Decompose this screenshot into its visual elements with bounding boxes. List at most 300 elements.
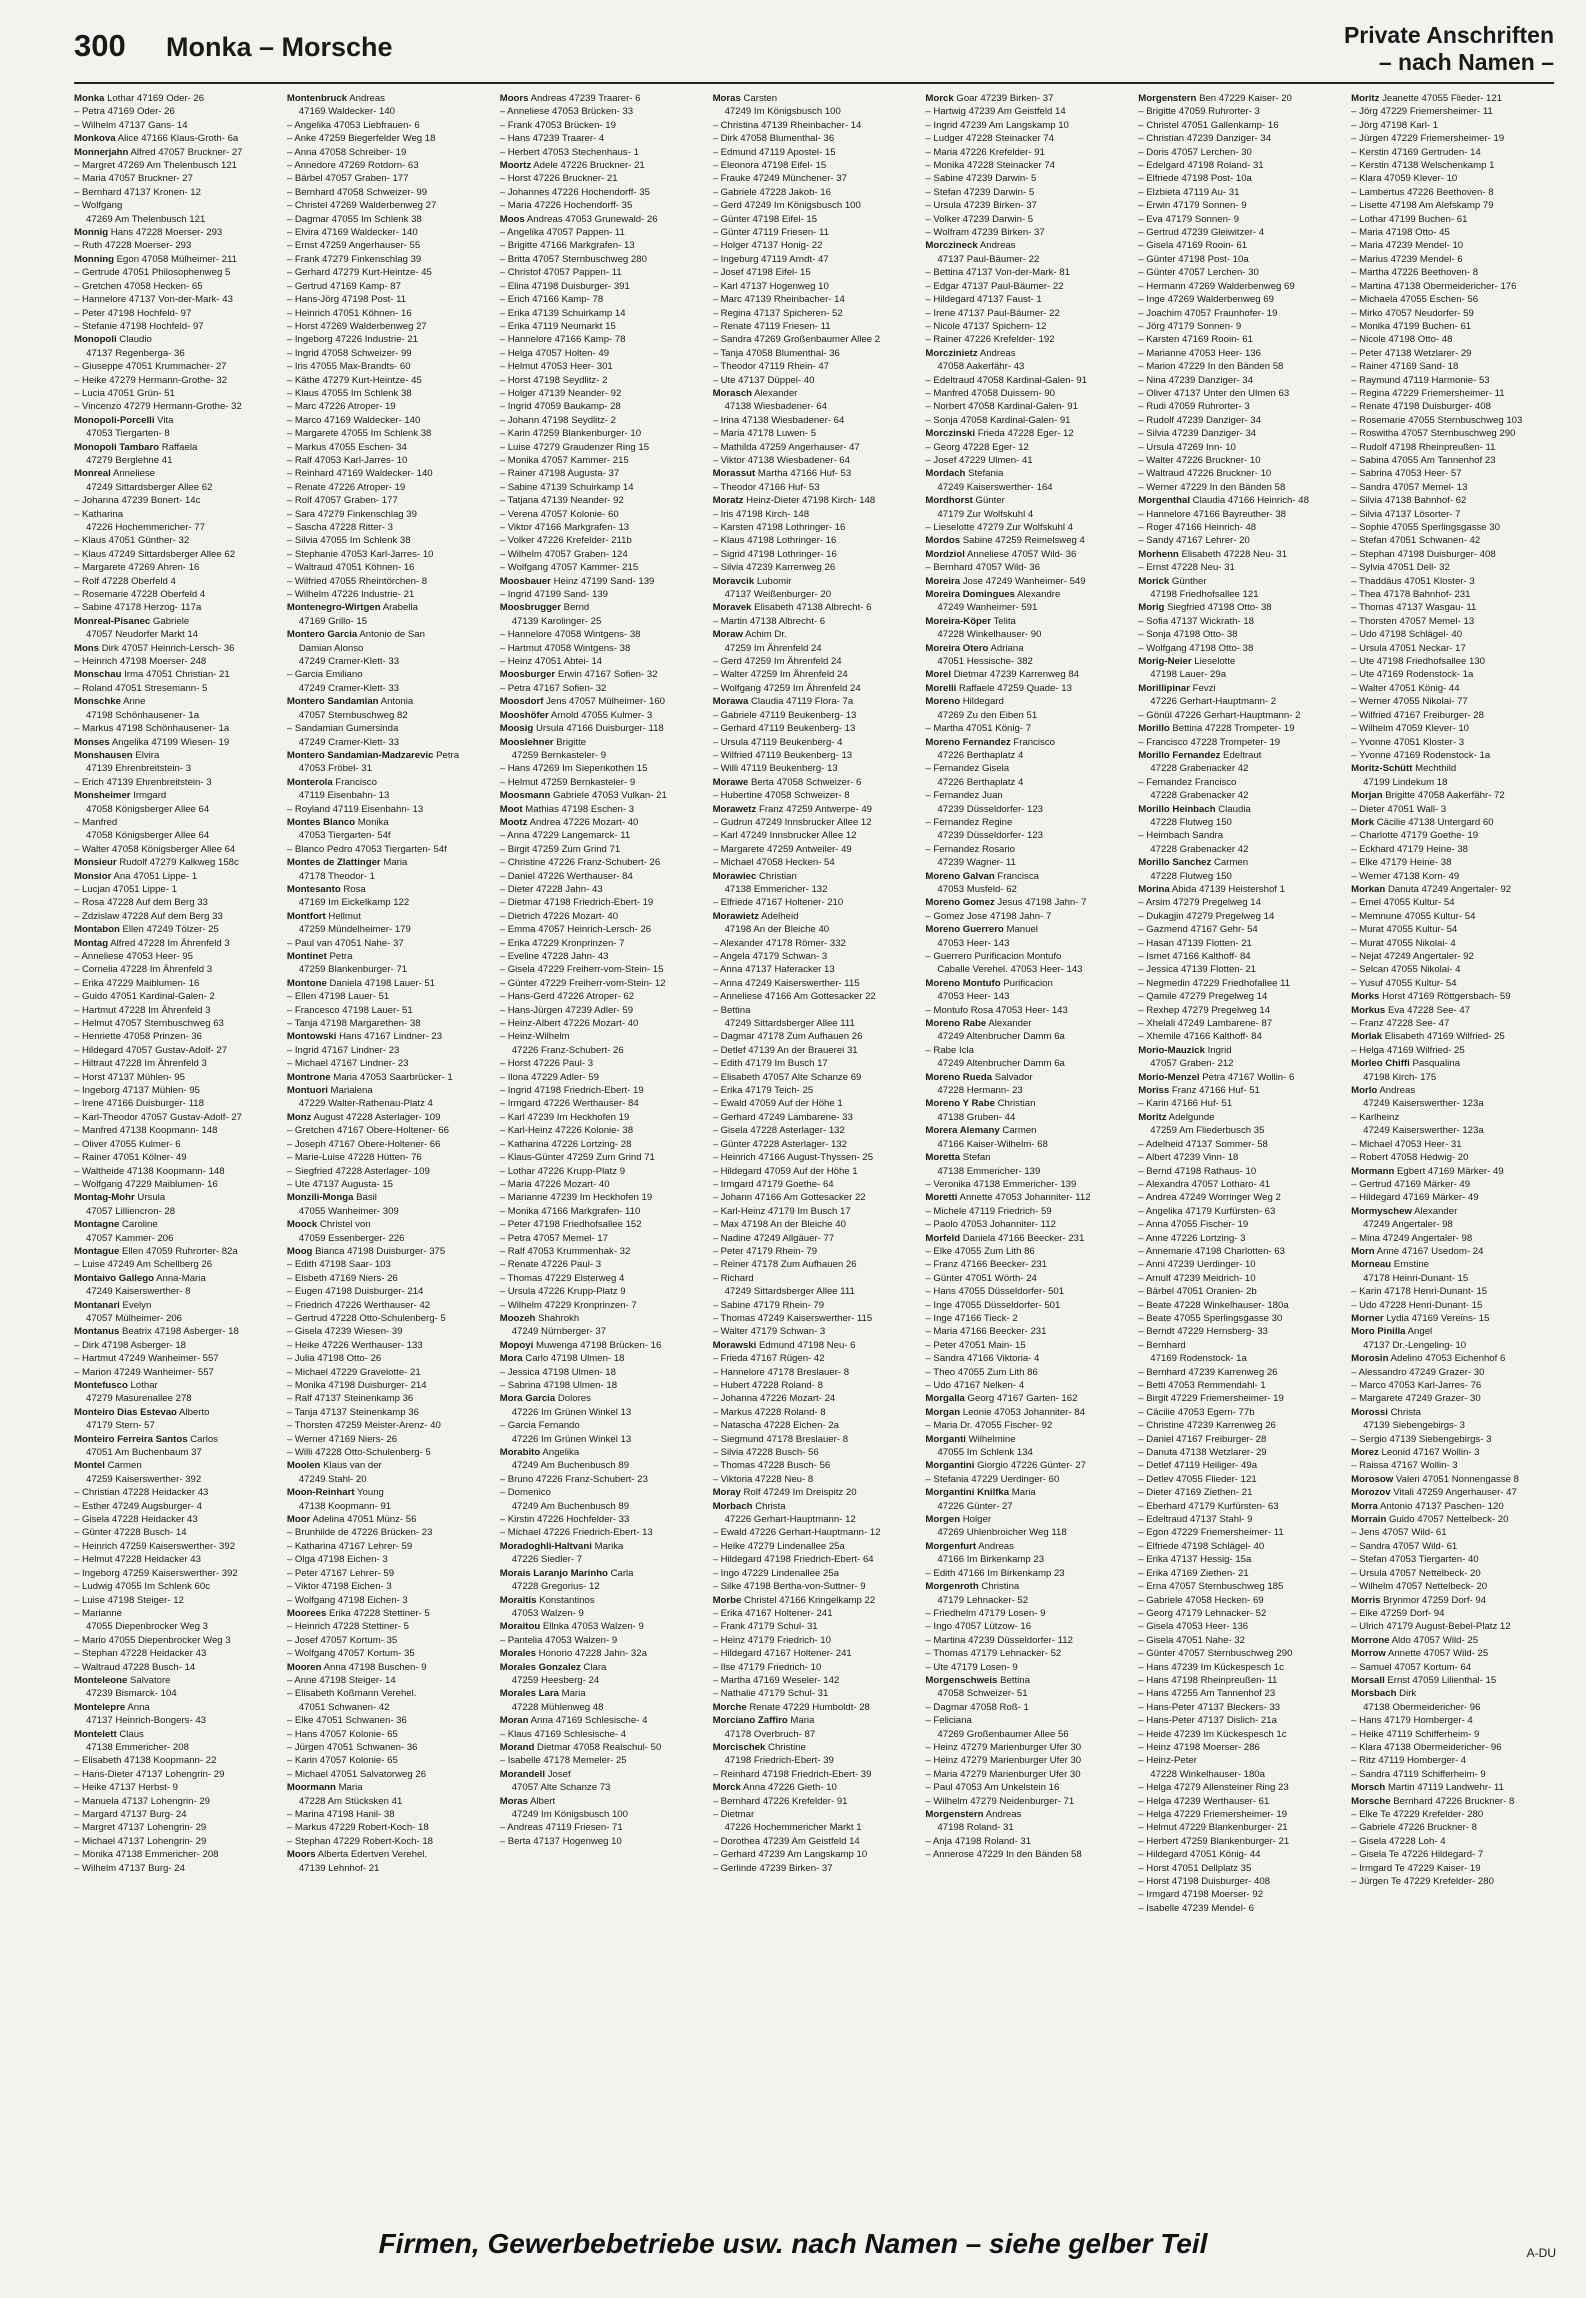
listing-entry (925, 829, 1128, 842)
listing-details: – Hubertine 47058 Schweizer- 8 (712, 790, 850, 802)
listing-details: – Karin 47057 Kolonie- 65 (286, 1755, 398, 1767)
listing-details: – Hermann 47269 Walderbenweg 69 (1138, 280, 1295, 292)
listing-details: – Montufo Rosa 47053 Heer- 143 (925, 1004, 1068, 1016)
listing-entry (713, 132, 916, 145)
listing-entry (1351, 1835, 1554, 1848)
listing-details: – Margarete 47259 Antweiler- 49 (712, 843, 852, 855)
listing-details: – Marina 47198 Hanil- 38 (286, 1809, 395, 1820)
listing-surname: Moortz (499, 160, 532, 172)
listing-surname: Morsch (1351, 1782, 1386, 1794)
listing-details: – Elisabeth 47057 Alte Schanze 69 (712, 1071, 862, 1083)
listing-details: 47259 Am Fliederbusch 35 (1150, 1125, 1265, 1137)
listing-entry (287, 1245, 490, 1258)
listing-entry (1138, 374, 1341, 387)
header-rule (74, 82, 1554, 84)
listing-details: – Sabrina 47198 Ulmen- 18 (499, 1380, 618, 1391)
listing-details: Frieda 47228 Eger- 12 (977, 428, 1074, 440)
listing-details: – Edelgard 47198 Roland- 31 (1138, 160, 1264, 172)
listing-entry (713, 1580, 916, 1593)
listing-details: – Vincenzo 47279 Hermann-Grothe- 32 (74, 401, 242, 413)
listing-entry (500, 628, 703, 641)
listing-surname: Morgenschweis (925, 1674, 998, 1686)
listing-details: Alfred 47057 Bruckner- 27 (130, 146, 243, 158)
listing-details: – Ernst 47228 Neu- 31 (1138, 562, 1235, 574)
listing-entry (713, 374, 916, 387)
listing-details: 47249 Nürnberger- 37 (511, 1326, 607, 1338)
listing-entry (713, 1392, 916, 1405)
listing-entry (1351, 146, 1554, 159)
listing-details: – Stefania 47229 Uerdinger- 60 (925, 1473, 1060, 1485)
listing-surname: Morozov (1351, 1487, 1391, 1499)
listing-details: – Wolfgang 47198 Eichen- 3 (286, 1594, 408, 1606)
listing-entry (1138, 816, 1341, 829)
listing-details: – Gazmend 47167 Gehr- 54 (1138, 924, 1258, 936)
listing-entry (1138, 508, 1341, 521)
listing-entry (1138, 1580, 1341, 1593)
listing-details: – Dirk 47198 Asberger- 18 (74, 1339, 186, 1351)
listing-entry (713, 481, 916, 494)
listing-details: – Erika 47169 Ziethen- 21 (1138, 1567, 1249, 1579)
listing-details: – Nicole 47137 Spichern- 12 (925, 320, 1047, 332)
listing-entry (287, 1191, 490, 1204)
listing-details: Adriana (990, 642, 1024, 654)
listing-entry (1351, 1714, 1554, 1727)
listing-details: – Stefan 47053 Tiergarten- 40 (1351, 1554, 1479, 1566)
listing-details: – Karlheinz (1351, 1111, 1400, 1123)
listing-details: – Christian 47239 Danziger- 34 (1138, 133, 1272, 145)
listing-details: – Elisabeth Koßmann Verehel. (286, 1688, 417, 1700)
listing-details: Hildegard (962, 696, 1004, 708)
listing-entry (925, 736, 1128, 749)
listing-entry (925, 494, 1128, 507)
listing-entry (74, 239, 277, 252)
listing-details: – Elke 47259 Dorf- 94 (1351, 1607, 1445, 1619)
listing-entry (713, 307, 916, 320)
listing-details: – Walter 47226 Bruckner- 10 (1138, 454, 1261, 466)
listing-entry (925, 548, 1128, 561)
listing-details: Leonid 47167 Wollin- 3 (1381, 1447, 1480, 1459)
listing-details: – Bettina 47137 Von-der-Mark- 81 (925, 267, 1070, 279)
listing-entry (713, 454, 916, 467)
listing-entry (713, 749, 916, 762)
listing-details: – Ellen 47198 Lauer- 51 (286, 991, 390, 1003)
listing-details: Bettina 47228 Trompeter- 19 (1172, 723, 1295, 735)
listing-details: – Reiner 47178 Zum Aufhauen 26 (712, 1259, 857, 1271)
listing-details: – Thomas 47179 Lehnacker- 52 (925, 1648, 1062, 1660)
listing-entry (287, 186, 490, 199)
listing-entry (500, 856, 703, 869)
listing-entry (713, 494, 916, 507)
listing-details: – Johannes 47226 Hochendorff- 35 (499, 186, 650, 198)
listing-details: – Joachim 47057 Fraunhofer- 19 (1138, 307, 1278, 319)
listing-entry (1138, 1111, 1341, 1124)
listing-details: Carmen (1213, 857, 1249, 869)
listing-details: Rolf 47249 Im Dreispitz 20 (743, 1487, 857, 1499)
listing-entry (925, 816, 1128, 829)
listing-surname: Moran (499, 1715, 529, 1727)
listing-entry (74, 1500, 277, 1513)
listing-entry (925, 481, 1128, 494)
listing-entry (287, 1821, 490, 1834)
listing-details: – Birgit 47259 Zum Grind 71 (499, 843, 621, 855)
listing-entry (74, 642, 277, 655)
listing-details: – Fernandez Francisco (1138, 776, 1237, 788)
listing-details: Angelika (542, 1447, 580, 1459)
listing-entry (287, 454, 490, 467)
listing-entry (287, 1754, 490, 1767)
listing-entry (500, 414, 703, 427)
listing-details: Adele 47226 Bruckner- 21 (533, 160, 645, 172)
listing-entry (74, 1325, 277, 1338)
listing-entry (925, 1781, 1128, 1794)
listing-entry (1351, 119, 1554, 132)
listing-entry (1138, 803, 1341, 816)
listing-entry (1351, 333, 1554, 346)
listing-entry (925, 1808, 1128, 1821)
listing-details: – Josef 47229 Ulmen- 41 (925, 454, 1033, 466)
listing-details: – Isabelle 47239 Mendel- 6 (1138, 1902, 1255, 1914)
listing-surname: Moreno Rabe (925, 1018, 987, 1030)
listing-entry (925, 1848, 1128, 1861)
listing-entry (925, 534, 1128, 547)
listing-details: Evelyn (122, 1299, 152, 1311)
listing-details: – Klara 47138 Obermeidericher- 96 (1351, 1741, 1502, 1753)
listing-details: – Bernhard 47239 Karrenweg 26 (1138, 1366, 1278, 1378)
listing-details: – Margret 47269 Am Thelenbusch 121 (74, 160, 238, 172)
listing-entry (287, 816, 490, 829)
listing-details: – Silvia 47228 Busch- 56 (712, 1447, 819, 1459)
listing-surname: Morales Gonzalez (499, 1661, 581, 1673)
listing-surname: Monnig (74, 227, 109, 239)
listing-entry (1138, 1620, 1341, 1633)
listing-details: – Albert 47239 Vinn- 18 (1138, 1152, 1239, 1164)
listing-surname: Moritz-Schütt (1351, 763, 1413, 775)
listing-entry (1351, 387, 1554, 400)
listing-details: – Maria 47057 Bruckner- 27 (74, 173, 193, 185)
listing-entry (287, 803, 490, 816)
listing-details: – Heike 47119 Schifferheim- 9 (1351, 1728, 1480, 1740)
listing-entry (1138, 1500, 1341, 1513)
listing-entry (1138, 347, 1341, 360)
listing-surname: Montes de Zlattinger (286, 857, 381, 869)
listing-surname: Mork (1351, 816, 1375, 828)
listing-details: Egbert 47169 Märker- 49 (1396, 1165, 1504, 1177)
listing-entry (287, 1178, 490, 1191)
listing-details: – Günter 47057 Lerchen- 30 (1138, 267, 1259, 279)
listing-details: 47228 Flutweg 150 (1150, 816, 1232, 828)
listing-entry (500, 1486, 703, 1499)
listing-entry (925, 709, 1128, 722)
listing-entry (500, 870, 703, 883)
listing-details: Alexandre (1017, 589, 1061, 601)
listing-details: Ellen 47249 Tölzer- 25 (122, 924, 219, 936)
listing-entry (287, 333, 490, 346)
listing-surname: Morgalla (925, 1393, 965, 1405)
listing-surname: Morgantini (925, 1460, 975, 1472)
listing-details: – Waltheide 47138 Koopmann- 148 (74, 1165, 225, 1177)
listing-entry (74, 1526, 277, 1539)
listing-entry (500, 1728, 703, 1741)
listing-entry (925, 910, 1128, 923)
listing-entry (287, 963, 490, 976)
listing-details: – Margarete 47269 Ahren- 16 (74, 562, 200, 574)
listing-details: – Erika 47179 Teich- 25 (712, 1085, 814, 1097)
listing-details: – Josef 47057 Kortum- 35 (286, 1634, 398, 1646)
listing-details: 47138 Emmericher- 208 (86, 1741, 189, 1753)
listing-details: – Gisela 47053 Heer- 136 (1138, 1621, 1249, 1633)
listing-details: – Marc 47139 Rheinbacher- 14 (712, 294, 845, 306)
listing-details: – Silvia 47137 Lösorter- 7 (1351, 508, 1461, 520)
listing-entry (287, 1071, 490, 1084)
listing-details: – Sonja 47198 Otto- 38 (1138, 629, 1238, 641)
listing-details: – Dieter 47228 Jahn- 43 (499, 883, 603, 895)
listing-entry (1351, 1795, 1554, 1808)
listing-details: – Heinz-Peter (1138, 1755, 1197, 1767)
listing-entry (500, 226, 703, 239)
listing-surname: Moos (499, 213, 525, 225)
listing-entry (925, 1165, 1128, 1178)
listing-details: – Xhemile 47166 Kalthoff- 84 (1138, 1031, 1262, 1043)
listing-details: – Berta 47137 Hogenweg 10 (499, 1835, 622, 1847)
listing-details: 47249 Stahl- 20 (298, 1473, 367, 1485)
listing-details: – Elisabeth 47138 Koopmann- 22 (74, 1755, 217, 1767)
listing-entry (74, 1862, 277, 1875)
listing-entry (1351, 1232, 1554, 1245)
listing-entry (74, 1768, 277, 1781)
listing-surname: Montag (74, 937, 109, 949)
listing-entry (713, 1406, 916, 1419)
listing-details: 47228 Flutweg 150 (1150, 870, 1232, 882)
listing-entry (713, 1728, 916, 1741)
listing-details: – Udo 47167 Nelken- 4 (925, 1380, 1025, 1391)
listing-details: Monika (357, 816, 389, 828)
listing-entry (1138, 1232, 1341, 1245)
listing-details: 47249 Kaiserswerther- 123a (1363, 1098, 1484, 1110)
listing-entry (74, 950, 277, 963)
listing-entry (1138, 1325, 1341, 1338)
listing-entry (287, 1339, 490, 1352)
listing-entry (713, 333, 916, 346)
listing-details: – Hiltraut 47228 Im Ährenfeld 3 (74, 1058, 207, 1070)
listing-details: – Fernandez Regine (925, 816, 1013, 828)
listing-entry (925, 695, 1128, 708)
listing-details: Christian (758, 870, 797, 882)
listing-details: – Ute 47179 Losen- 9 (925, 1661, 1018, 1673)
listing-entry (500, 1299, 703, 1312)
listing-entry (287, 588, 490, 601)
listing-details: Claudia 47166 Heinrich- 48 (1192, 495, 1309, 507)
listing-details: Maria (561, 1688, 586, 1700)
listing-details: – Selcan 47055 Nikolai- 4 (1351, 964, 1461, 976)
listing-entry (287, 508, 490, 521)
listing-entry (500, 1821, 703, 1834)
listing-details: Ernst 47059 Lilienthal- 15 (1387, 1674, 1497, 1686)
listing-details: – Murat 47055 Kultur- 54 (1351, 924, 1458, 936)
listing-details: – Erich 47166 Kamp- 78 (499, 294, 604, 306)
listing-entry (74, 1848, 277, 1861)
listing-entry (925, 400, 1128, 413)
listing-details: – Eva 47179 Sonnen- 9 (1138, 213, 1240, 225)
listing-entry (287, 1486, 490, 1499)
listing-surname: Montowski (286, 1031, 337, 1043)
listing-entry (925, 1205, 1128, 1218)
column-2 (287, 92, 490, 2214)
listing-entry (1351, 374, 1554, 387)
listing-details: – Regina 47229 Friemersheimer- 11 (1351, 387, 1505, 399)
listing-surname: Morche (712, 1701, 747, 1713)
listing-entry (287, 1446, 490, 1459)
listing-details: – Ingrid 47059 Baukamp- 28 (499, 401, 621, 413)
listing-surname: Moraw (712, 629, 743, 641)
listing-details: – Rolf 47228 Oberfeld 4 (74, 575, 176, 587)
listing-details: – Hans-Gerd 47226 Atroper- 62 (499, 991, 635, 1003)
listing-entry (287, 1312, 490, 1325)
listing-surname: Mooshöfer (499, 709, 549, 721)
listing-entry (925, 628, 1128, 641)
listing-surname: Morera Alemany (925, 1125, 1000, 1137)
listing-entry (74, 307, 277, 320)
listing-details: – Iris 47055 Max-Brandts- 60 (286, 361, 411, 373)
listing-entry (713, 1768, 916, 1781)
listing-entry (713, 789, 916, 802)
listing-entry (74, 870, 277, 883)
listing-details: – Gabriele 47228 Jakob- 16 (712, 186, 831, 198)
listing-details: – Georg 47228 Eger- 12 (925, 441, 1029, 453)
listing-entry (74, 1433, 277, 1446)
listing-entry (925, 1473, 1128, 1486)
listing-details: 47249 Altenbrucher Damm 6a (937, 1031, 1065, 1043)
listing-details: Christa (1390, 1406, 1421, 1418)
listing-entry (500, 762, 703, 775)
listing-entry (500, 521, 703, 534)
listing-entry (1138, 1366, 1341, 1379)
listing-details: – Thorsten 47057 Memel- 13 (1351, 615, 1475, 627)
listing-entry (713, 776, 916, 789)
listing-details: 47239 Wagner- 11 (937, 857, 1016, 869)
listing-details: – Gerlinde 47239 Birken- 37 (712, 1862, 833, 1874)
listing-entry (1138, 1044, 1341, 1057)
listing-entry (1138, 1124, 1341, 1137)
listing-details: – Thomas 47228 Busch- 56 (712, 1460, 831, 1472)
listing-details: Christa (755, 1500, 786, 1512)
listing-details: Francisco (1013, 736, 1055, 748)
listing-surname: Mordach (925, 468, 966, 480)
listing-details: Gabriele 47053 Vulkan- 21 (553, 790, 667, 802)
listing-details: – Klaus 47249 Sittardsberger Allee 62 (74, 548, 236, 560)
listing-details: – Peter 47167 Lehrer- 59 (286, 1567, 395, 1579)
listing-details: Anna 47169 Schlesische- 4 (530, 1715, 648, 1727)
listing-details: – Rexhep 47279 Pregelweg 14 (1138, 1004, 1271, 1016)
listing-details: Giorgio 47226 Günter- 27 (977, 1460, 1086, 1472)
listing-entry (925, 186, 1128, 199)
listing-entry (925, 870, 1128, 883)
listing-details: 47226 Franz-Schubert- 26 (511, 1044, 624, 1056)
listing-details: Günter (975, 495, 1005, 507)
listing-details: – Ute 47137 Augusta- 15 (286, 1178, 393, 1190)
listing-entry (74, 1406, 277, 1419)
listing-entry (74, 601, 277, 614)
listing-details: 47139 Karolinger- 25 (511, 615, 602, 627)
listing-entry (500, 1768, 703, 1781)
listing-entry (74, 1513, 277, 1526)
listing-entry (500, 575, 703, 588)
listing-details: 47053 Musfeld- 62 (937, 883, 1017, 895)
listing-details: Marika (594, 1540, 624, 1552)
listing-entry (1138, 414, 1341, 427)
listing-details: – Edith 47166 Im Birkenkamp 23 (925, 1567, 1065, 1579)
listing-entry (74, 736, 277, 749)
listing-details: – Horst 47226 Paul- 3 (499, 1058, 594, 1070)
listing-details: Annette 47057 Wild- 25 (1387, 1648, 1489, 1660)
listing-entry (713, 870, 916, 883)
listing-entry (1351, 481, 1554, 494)
listing-entry (925, 1768, 1128, 1781)
listing-details: – Udo 47228 Henri-Dunant- 15 (1351, 1299, 1483, 1311)
listing-details: – Margret 47137 Lohengrin- 29 (74, 1822, 207, 1834)
listing-details: – Doris 47057 Lerchen- 30 (1138, 146, 1252, 158)
listing-entry (1138, 668, 1341, 681)
listing-details: – Horst 47226 Bruckner- 21 (499, 173, 618, 185)
listing-surname: Moreno Fernandez (925, 736, 1011, 748)
listing-entry (500, 615, 703, 628)
listing-details: Ben 47229 Kaiser- 20 (1199, 93, 1292, 104)
listing-entry (925, 253, 1128, 266)
listing-surname: Monzili-Monga (286, 1192, 354, 1204)
listing-details: 47228 Grabenacker 42 (1150, 790, 1249, 802)
listing-details: 47053 Tiergarten- 54f (298, 830, 391, 842)
listing-details: – Danuta 47138 Wetzlarer- 29 (1138, 1447, 1267, 1459)
listing-surname: Moosmann (499, 790, 551, 802)
listing-entry (925, 1594, 1128, 1607)
listing-details: – Hannelore 47166 Bayreuther- 38 (1138, 508, 1287, 520)
listing-details: – Emel 47055 Kultur- 54 (1351, 897, 1455, 909)
listing-entry (713, 1808, 916, 1821)
listing-details: Dietmar 47239 Karrenweg 84 (953, 669, 1080, 681)
listing-details: – Alessandro 47249 Grazer- 30 (1351, 1366, 1485, 1378)
listing-entry (713, 816, 916, 829)
listing-details: – Gretchen 47058 Hecken- 65 (74, 280, 203, 292)
listing-entry (500, 1620, 703, 1633)
listing-details: Eva 47228 See- 47 (1387, 1004, 1471, 1016)
listing-surname: Morales Lara (499, 1688, 559, 1700)
listing-entry (500, 1433, 703, 1446)
listing-details: Erwin 47167 Sofien- 32 (557, 669, 658, 681)
listing-entry (500, 467, 703, 480)
listing-details: – Margard 47137 Burg- 24 (74, 1809, 187, 1820)
listing-details: Cäcilie 47138 Untergard 60 (1376, 816, 1494, 828)
listing-details: 47249 Kaiserswerther- 8 (86, 1286, 191, 1298)
listing-details: – Helmut 47229 Blankenburger- 21 (1138, 1822, 1288, 1834)
listing-details: – Anneliese 47166 Am Gottesacker 22 (712, 991, 876, 1003)
listing-details: – Emma 47057 Heinrich-Lersch- 26 (499, 924, 652, 936)
listing-entry (1138, 950, 1341, 963)
listing-entry (74, 856, 277, 869)
listing-entry (1138, 1097, 1341, 1110)
listing-details: Hellmut (328, 910, 361, 922)
listing-details: – Karl-Heinz 47179 Im Busch 17 (712, 1205, 851, 1217)
listing-details: – Sandra 47057 Memel- 13 (1351, 481, 1468, 493)
listing-entry (925, 843, 1128, 856)
listing-surname: Moreno Montufo (925, 977, 1001, 989)
listing-details: – Gertrude 47051 Philosophenweg 5 (74, 267, 231, 279)
listing-details: – Rudi 47059 Ruhrorter- 3 (1138, 401, 1250, 413)
listing-details: Leonie 47053 Johanniter- 84 (962, 1406, 1085, 1418)
listing-entry (500, 92, 703, 105)
listing-entry (1138, 1687, 1341, 1700)
listing-details: – Ralf 47053 Krummenhak- 32 (499, 1245, 631, 1257)
listing-details: – Betti 47053 Remmendahl- 1 (1138, 1380, 1266, 1391)
listing-surname: Morgantini Knilfka (925, 1487, 1010, 1499)
